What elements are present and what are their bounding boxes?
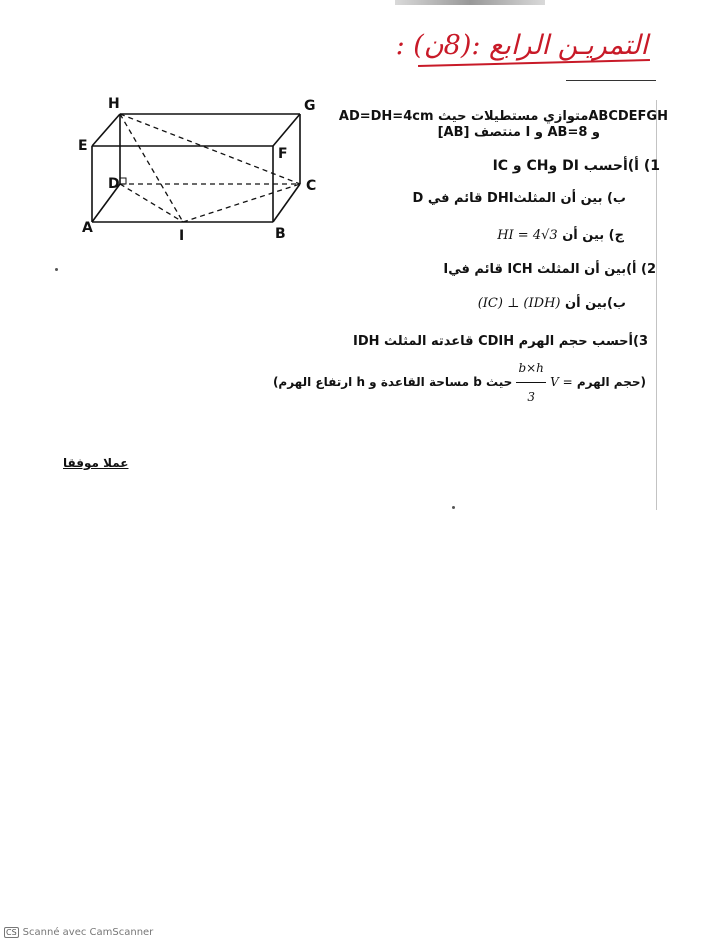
formula-denominator: 3 — [527, 390, 535, 404]
label-G: G — [304, 98, 316, 114]
exercise-title: التمريـن الرابع :(8ن) : — [395, 30, 648, 61]
question-1b: ب) بين أن المثلثDHI قائم في D — [412, 191, 626, 206]
statement-line-2: و AB=8 و I منتصف [AB] — [437, 125, 600, 140]
label-I: I — [179, 228, 185, 244]
formula-numerator: b×h — [516, 354, 545, 383]
formula-lhs: V = — [550, 375, 573, 389]
formula-fraction — [516, 354, 545, 411]
question-1c — [497, 228, 624, 244]
volume-formula — [273, 354, 646, 411]
dashed-IC — [183, 184, 300, 222]
formula-rest: حيث b مساحة القاعدة و h ارتفاع الهرم) — [272, 375, 513, 389]
statement-line-1: ABCDEFGHمتوازي مستطيلات حيث AD=DH=4cm — [338, 109, 668, 124]
question-2b-math: (IC) ⊥ (IDH) — [477, 296, 561, 311]
label-E: E — [78, 138, 88, 154]
cuboid-figure — [70, 92, 330, 252]
speck — [452, 506, 455, 509]
label-A: A — [82, 220, 93, 236]
right-angle-D — [120, 178, 126, 184]
label-F: F — [278, 146, 288, 162]
signoff: عملا موفقا — [63, 456, 129, 470]
question-2b-text: ب)بين أن — [565, 296, 626, 311]
label-B: B — [275, 226, 286, 242]
question-1c-math: HI = 4√3 — [497, 228, 558, 243]
dashed-HI — [120, 114, 183, 222]
question-1a: 1) أ)أحسب DI وCH و IC — [492, 158, 660, 174]
question-2a: 2) أ)بين أن المثلث ICH قائم فيI — [443, 262, 656, 277]
scanner-text: Scanné avec CamScanner — [22, 927, 154, 938]
formula-open: (حجم الهرم — [576, 375, 646, 389]
speck — [55, 268, 58, 271]
edge-BC — [273, 184, 300, 222]
separator-rule — [566, 80, 656, 81]
camscanner-logo: CS — [6, 928, 17, 937]
question-3: 3)أحسب حجم الهرم CDIH قاعدته المثلث IDH — [353, 334, 648, 349]
label-D: D — [108, 176, 120, 192]
dashed-DI — [120, 184, 183, 222]
label-H: H — [108, 96, 120, 112]
scan-edge-mark — [395, 0, 545, 5]
question-2b — [478, 296, 626, 312]
edge-EH — [92, 114, 120, 146]
label-C: C — [306, 178, 317, 194]
question-1c-text: ج) بين أن — [562, 228, 624, 243]
edge-FG — [273, 114, 300, 146]
scanner-footer — [4, 927, 153, 938]
